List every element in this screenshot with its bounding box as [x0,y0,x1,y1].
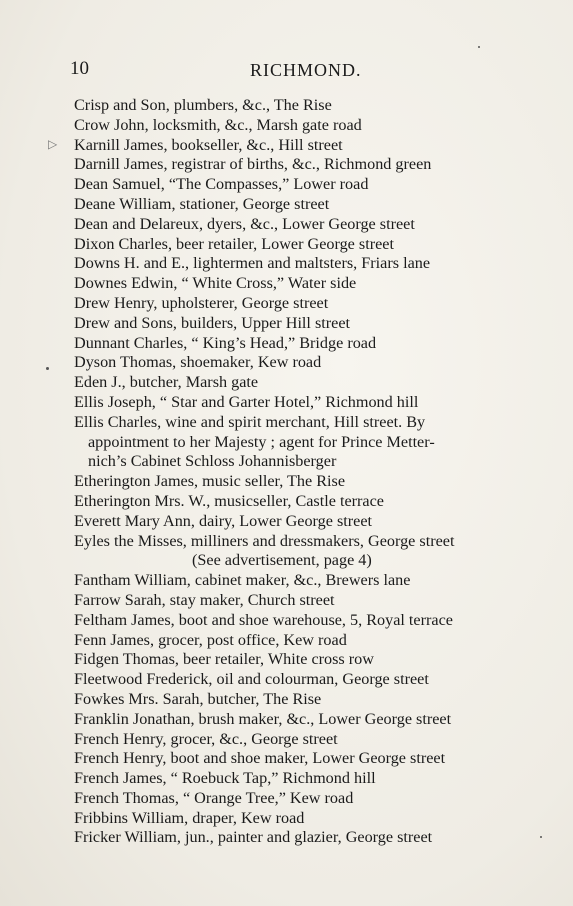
directory-entry: Downs H. and E., lightermen and maltsters, Friars lane [74,254,431,273]
ink-speck [46,367,49,370]
directory-entry: Crow John, locksmith, &c., Marsh gate road [74,115,362,134]
directory-entry-continuation: appointment to her Majesty ; agent for Prince Metter- [88,432,435,451]
directory-entry: Eden J., butcher, Marsh gate [74,373,259,392]
directory-entry: Dixon Charles, beer retailer, Lower George street [74,234,394,253]
directory-entry: French Henry, grocer, &c., George street [74,729,338,748]
running-head: RICHMOND. [250,60,362,80]
directory-entry: Ellis Charles, wine and spirit merchant, Hill street. By [74,412,426,431]
directory-entry: French Thomas, “ Orange Tree,” Kew road [74,788,354,807]
directory-entry: Karnill James, bookseller, &c., Hill street [74,135,343,154]
directory-entry: Fowkes Mrs. Sarah, butcher, The Rise [74,689,322,708]
directory-entry: Crisp and Son, plumbers, &c., The Rise [74,96,332,114]
directory-entry: Eyles the Misses, milliners and dressmakers, George street [74,531,455,550]
directory-entry: Drew Henry, upholsterer, George street [74,293,329,312]
directory-entry: Everett Mary Ann, dairy, Lower George street [74,511,373,530]
margin-mark-icon: ▷ [48,137,58,151]
ink-speck [478,46,480,48]
directory-entry: Darnill James, registrar of births, &c., Richmond green [74,155,432,174]
directory-entry: Drew and Sons, builders, Upper Hill street [74,313,351,332]
directory-entry: Ellis Joseph, “ Star and Garter Hotel,” Richmond hill [74,392,419,411]
directory-entries [74,96,566,848]
directory-entry: Fleetwood Frederick, oil and colourman, George street [74,670,429,689]
directory-entry: Fidgen Thomas, beer retailer, White cross row [74,650,374,669]
directory-entry: Dean Samuel, “The Compasses,” Lower road [74,175,369,194]
directory-entry: Fenn James, grocer, post office, Kew road [74,630,347,649]
directory-entry: Dyson Thomas, shoemaker, Kew road [74,353,322,372]
advertisement-note: (See advertisement, page 4) [192,551,372,570]
directory-entry: French Henry, boot and shoe maker, Lower George street [74,749,446,768]
directory-entry: Fribbins William, draper, Kew road [74,808,305,827]
directory-entry: Farrow Sarah, stay maker, Church street [74,590,335,609]
page-number: 10 [70,58,89,79]
directory-entry: Fantham William, cabinet maker, &c., Brewers lane [74,571,411,590]
directory-entry: Deane William, stationer, George street [74,194,330,213]
directory-entry: Etherington James, music seller, The Rise [74,472,346,491]
directory-entry: Dean and Delareux, dyers, &c., Lower George street [74,214,415,233]
directory-entry: Etherington Mrs. W., musicseller, Castle terrace [74,491,384,510]
directory-entry: Downes Edwin, “ White Cross,” Water side [74,274,357,293]
ink-speck [540,836,542,838]
directory-entry: Franklin Jonathan, brush maker, &c., Lower George street [74,709,452,728]
directory-entry: Feltham James, boot and shoe warehouse, 5, Royal terrace [74,610,453,629]
directory-entry: Fricker William, jun., painter and glazier, George street [74,828,433,847]
directory-entry: Dunnant Charles, “ King’s Head,” Bridge road [74,333,377,352]
page-header [70,58,560,82]
directory-entry: French James, “ Roebuck Tap,” Richmond hill [74,769,376,788]
directory-entry-continuation: nich’s Cabinet Schloss Johannisberger [88,452,337,471]
